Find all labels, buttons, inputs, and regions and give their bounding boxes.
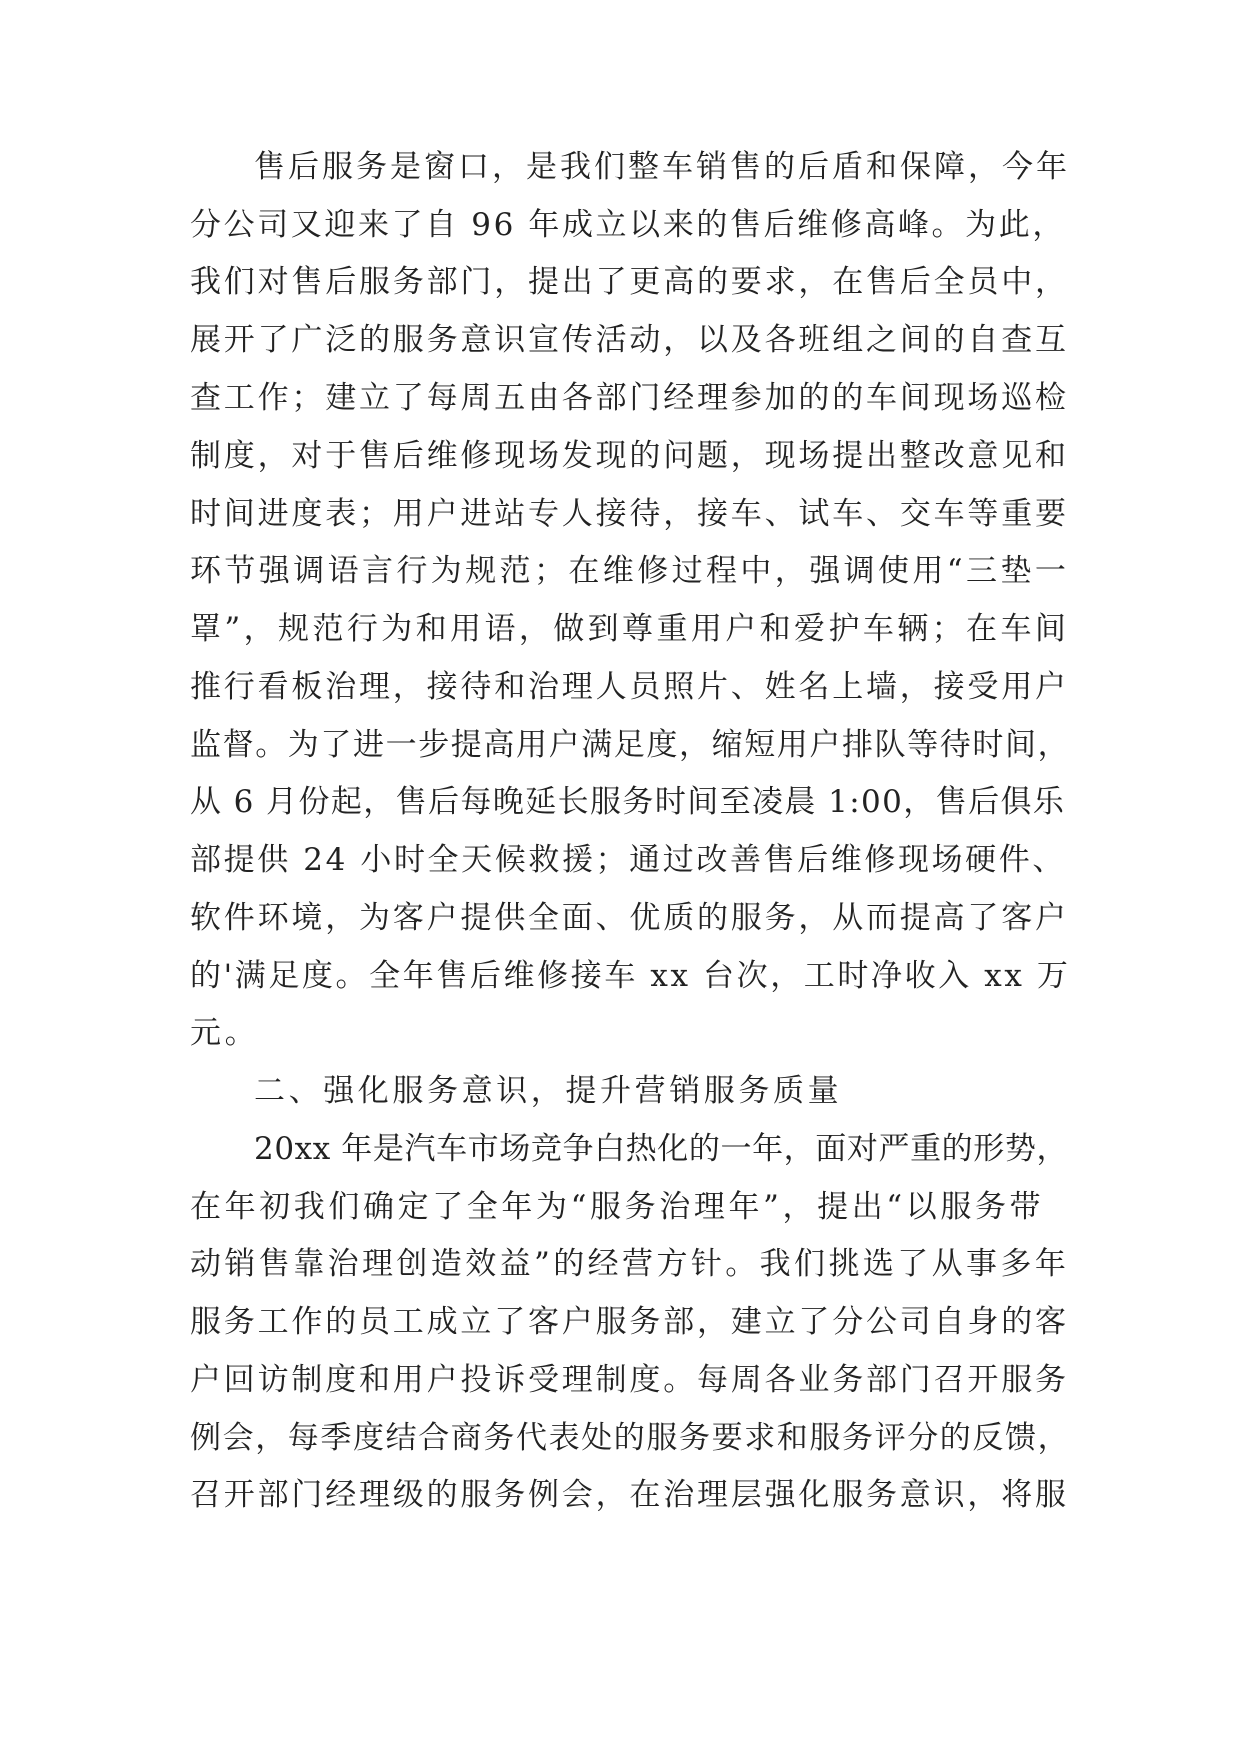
text-line: 服务工作的员工成立了客户服务部，建立了分公司自身的客 [190,1304,1069,1340]
text-line: 售后服务是窗口，是我们整车销售的后盾和保障，今年 [254,149,1070,185]
text-line: 监督。为了进一步提高用户满足度，缩短用户排队等待时间， [190,727,1071,763]
section-heading: 二、强化服务意识，提升营销服务质量 [254,1073,843,1109]
text-line: 环节强调语言行为规范；在维修过程中，强调使用“三垫一 [190,553,1070,589]
text-line: 动销售靠治理创造效益”的经营方针。我们挑选了从事多年 [190,1246,1070,1282]
text-line: 从 6 月份起，售后每晚延长服务时间至凌晨 1:00，售后俱乐 [190,784,1066,820]
text-line: 分公司又迎来了自 96 年成立以来的售后维修高峰。为此， [190,207,1066,243]
text-line: 罩”，规范行为和用语，做到尊重用户和爱护车辆；在车间 [190,611,1070,647]
text-line: 推行看板治理，接待和治理人员照片、姓名上墙，接受用户 [190,669,1069,705]
text-line: 部提供 24 小时全天候救援；通过改善售后维修现场硬件、 [190,842,1066,878]
text-line: 20xx 年是汽车市场竞争白热化的一年，面对严重的形势， [254,1131,1069,1167]
text-line: 制度，对于售后维修现场发现的问题，现场提出整改意见和 [190,438,1069,474]
text-line: 展开了广泛的服务意识宣传活动，以及各班组之间的自查互 [190,322,1069,358]
text-line: 时间进度表；用户进站专人接待，接车、试车、交车等重要 [190,496,1069,532]
text-line: 召开部门经理级的服务例会，在治理层强化服务意识，将服 [190,1477,1069,1513]
text-line: 软件环境，为客户提供全面、优质的服务，从而提高了客户 [190,900,1069,936]
text-line: 的'满足度。全年售后维修接车 xx 台次，工时净收入 xx 万 [190,958,1071,994]
text-line: 元。 [190,1015,260,1051]
text-line: 查工作；建立了每周五由各部门经理参加的的车间现场巡检 [190,380,1069,416]
text-line: 在年初我们确定了全年为“服务治理年”，提出“以服务带 [190,1189,1045,1225]
text-line: 我们对售后服务部门，提出了更高的要求，在售后全员中， [190,264,1069,300]
text-line: 例会，每季度结合商务代表处的服务要求和服务评分的反馈， [190,1420,1071,1456]
text-line: 户回访制度和用户投诉受理制度。每周各业务部门召开服务 [190,1362,1069,1398]
